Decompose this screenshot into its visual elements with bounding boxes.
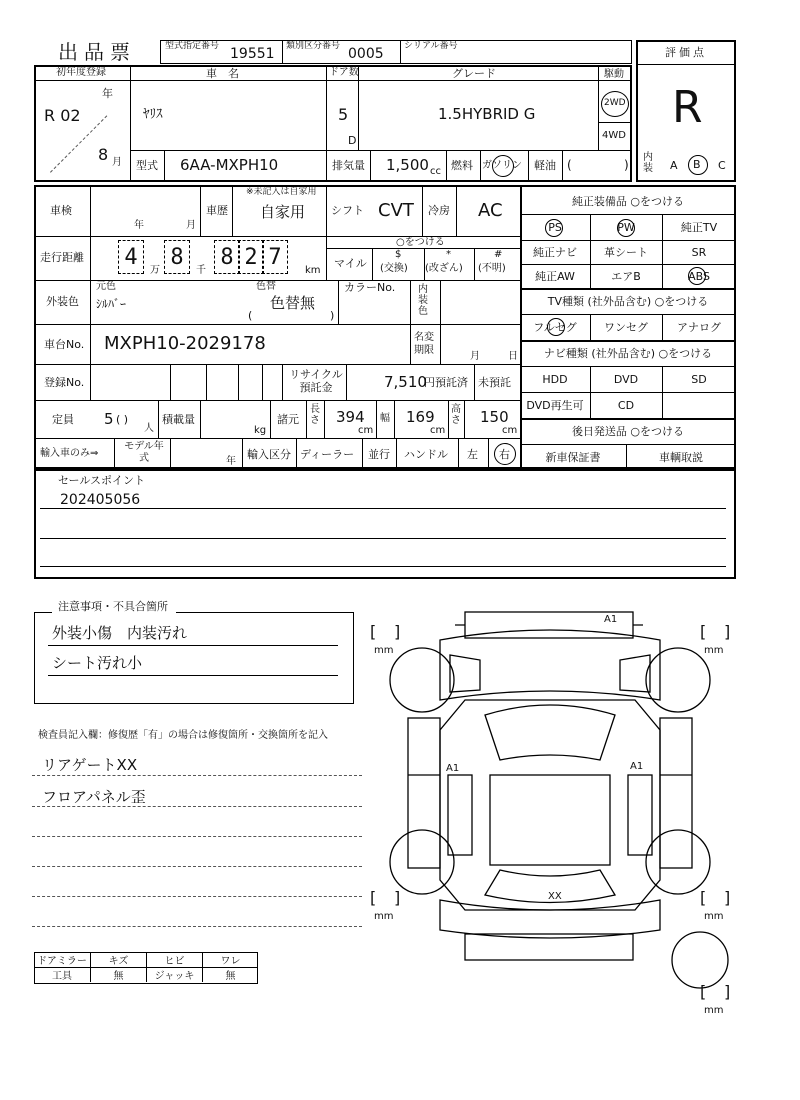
tv-title: TV種類 (社外品含む) ○をつける: [547, 295, 709, 308]
hei-unit: cm: [502, 425, 518, 436]
reg-label: 登録No.: [44, 376, 85, 389]
repaint-paren-open: (: [248, 309, 253, 322]
repaint-value: 色替無: [270, 294, 316, 312]
rating-value: R: [672, 82, 703, 133]
fuel-light: 軽油: [534, 159, 556, 172]
dealer: ディーラー: [300, 448, 355, 461]
class-value: 0005: [348, 46, 384, 62]
len-value: 394: [336, 408, 365, 426]
rear-gate: [440, 900, 660, 938]
disp-unit: cc: [430, 166, 441, 177]
left-doors: [408, 718, 440, 868]
recycle-done: 円預託済: [424, 376, 468, 389]
handle-right: 右: [499, 448, 510, 461]
bracket-open: [: [370, 622, 377, 641]
car-name-label: 車 名: [206, 67, 239, 80]
unk-label: (不明): [478, 263, 506, 274]
rear-left-wheel: [390, 830, 454, 894]
fullseg-circle: [547, 318, 565, 336]
form-title: 出品票: [58, 40, 136, 64]
meigen-month: 月: [470, 351, 480, 362]
wid-unit: cm: [430, 425, 446, 436]
type-label: 型式指定番号: [165, 41, 220, 51]
int-color-label: 内装色: [418, 284, 428, 317]
recycle-label: リサイクル預託金: [289, 368, 343, 395]
bracket-close: ]: [394, 622, 401, 641]
hei-label: 高さ: [451, 404, 461, 426]
capacity-paren: ( ): [116, 413, 129, 426]
history-label: 車歴: [206, 204, 228, 217]
serial-label: シリアル番号: [404, 41, 458, 51]
month-value: 8: [98, 145, 109, 164]
doors-value: 5: [338, 105, 349, 124]
genuine-option: 純正ナビ: [533, 246, 577, 259]
mileage-digit: 8: [164, 240, 190, 274]
alt-sym: *: [446, 249, 451, 260]
alt-label: (改ざん): [425, 263, 463, 274]
fuel-label: 燃料: [451, 159, 473, 172]
car-name-value: ﾔﾘｽ: [143, 107, 163, 122]
parts-cell: ヒビ: [146, 952, 202, 967]
drive-label: 駆動: [604, 69, 624, 80]
parts-cell: 無: [202, 967, 258, 982]
fuel-gas-circle: [492, 155, 514, 177]
tv-option: アナログ: [677, 321, 721, 334]
mileage-label: 走行距離: [40, 251, 84, 264]
model-year-unit: 年: [226, 456, 236, 467]
sales-text: 202405056: [60, 492, 141, 508]
load-label: 積載量: [162, 413, 195, 426]
body: [440, 700, 660, 910]
bracket-open: [: [700, 888, 707, 907]
genuine-option: エアB: [611, 270, 641, 283]
colorno-label: カラーNo.: [344, 281, 396, 294]
tv-option: ワンセグ: [604, 321, 648, 334]
parts-cell: 工具: [52, 971, 72, 982]
color-label: 外装色: [46, 295, 79, 308]
bracket-close: ]: [394, 888, 401, 907]
mileage-digit: 7: [262, 240, 288, 274]
abs-circle: [688, 267, 706, 285]
capacity-value: 5: [104, 410, 114, 428]
bracket-close: ]: [724, 622, 731, 641]
capacity-label: 定員: [52, 413, 74, 426]
mm-unit: mm: [374, 645, 394, 656]
mm-unit: mm: [704, 645, 724, 656]
mileage-digit: 2: [238, 240, 264, 274]
left-rocker: [448, 775, 472, 855]
later-title: 後日発送品 ○をつける: [571, 425, 685, 438]
mile-label: マイル: [334, 257, 367, 270]
notes-line-1: 外装小傷 内装汚れ: [52, 624, 188, 642]
drive-2wd: 2WD: [604, 98, 626, 108]
bracket-open: [: [700, 982, 707, 1001]
model-value: 6AA-MXPH10: [180, 156, 279, 174]
mileage-digit: 8: [214, 240, 240, 274]
check-note: ○をつける: [396, 237, 445, 248]
right-doors: [660, 718, 692, 868]
mm-unit: mm: [374, 911, 394, 922]
inspector-line-1: リアゲートXX: [42, 756, 138, 774]
repaint-paren-close: ): [330, 309, 335, 322]
capacity-unit: 人: [144, 423, 154, 434]
mileage-digit: 4: [118, 240, 144, 274]
import-label: 輸入車のみ⇒: [40, 448, 99, 459]
navi-option: DVD再生可: [526, 399, 584, 412]
genuine-option: SR: [691, 245, 707, 259]
sales-label: セールスポイント: [58, 474, 146, 487]
parts-cell: キズ: [90, 952, 146, 967]
mark-right: A1: [630, 761, 644, 772]
chassis-label: 車台No.: [44, 338, 85, 351]
bracket-close: ]: [724, 982, 731, 1001]
later-warranty: 新車保証書: [545, 450, 601, 464]
paren-close: ): [624, 158, 629, 172]
bracket-open: [: [700, 622, 707, 641]
navi-title: ナビ種類 (社外品含む) ○をつける: [543, 347, 713, 360]
mark-front: A1: [604, 614, 618, 625]
windshield: [485, 705, 615, 760]
front-right-wheel: [646, 648, 710, 712]
doors-label: ドア数: [329, 67, 359, 78]
fuel-gas: ガソリン: [482, 160, 522, 171]
parts-cell: ドアミラー: [37, 956, 87, 967]
disp-label: 排気量: [332, 159, 365, 172]
meigen-day: 日: [508, 351, 518, 362]
wid-value: 169: [406, 408, 435, 426]
genuine-option: PW: [617, 220, 635, 234]
paren-open: (: [567, 158, 572, 172]
ac-label: 冷房: [428, 204, 450, 217]
exch-label: (交換): [380, 263, 408, 274]
load-kg: kg: [254, 425, 267, 436]
parts-cell: ワレ: [202, 952, 258, 967]
first-reg-label: 初年度登録: [56, 67, 106, 78]
bracket-close: ]: [724, 888, 731, 907]
roof: [490, 775, 610, 865]
mm-unit: mm: [704, 911, 724, 922]
spare-tire: [672, 932, 728, 988]
genuine-option: 純正TV: [680, 221, 718, 234]
navi-option: HDD: [542, 372, 568, 386]
repaint-label: 色替: [256, 281, 276, 292]
navi-option: DVD: [613, 372, 639, 386]
ps-circle: [545, 219, 563, 237]
recycle-not: 未預託: [478, 376, 511, 389]
right-rocker: [628, 775, 652, 855]
bracket-open: [: [370, 888, 377, 907]
pw-circle: [617, 219, 635, 237]
man-unit: 万: [150, 265, 160, 276]
genuine-option: 純正AW: [535, 270, 575, 283]
shift-value: CVT: [378, 200, 414, 221]
sen-unit: 千: [196, 265, 206, 276]
inspector-line-2: フロアパネル歪: [42, 788, 146, 806]
import-class-label: 輸入区分: [247, 448, 291, 461]
navi-option: SD: [691, 372, 707, 386]
notes-line-2: シート汚れ小: [52, 654, 143, 672]
interior-label: 内装: [643, 152, 653, 174]
model-year-label: モデル年式: [124, 441, 164, 464]
interior-a: A: [670, 159, 678, 172]
disp-value: 1,500: [386, 156, 429, 174]
car-diagram: [360, 600, 740, 1020]
mark-rear: XX: [548, 891, 562, 902]
inspector-label: 検査員記入欄：修復歴「有」の場合は修復箇所・交換箇所を記入: [38, 730, 328, 741]
orig-color-label: 元色: [96, 281, 116, 292]
parallel: 並行: [368, 448, 390, 461]
month-unit: 月: [112, 157, 122, 168]
drive-4wd: 4WD: [602, 130, 626, 141]
model-label: 型式: [136, 159, 158, 172]
grade-label: グレード: [452, 67, 496, 80]
hei-value: 150: [480, 408, 509, 426]
type-value: 19551: [230, 46, 275, 62]
genuine-option: ABS: [688, 269, 710, 283]
history-value: 自家用: [260, 203, 306, 221]
len-label: 長さ: [310, 404, 320, 426]
handle-label: ハンドル: [404, 448, 448, 461]
unk-sym: #: [494, 249, 503, 260]
genuine-option: PS: [548, 220, 562, 234]
later-manual: 車輌取説: [659, 450, 703, 464]
hood: [440, 630, 660, 700]
km-unit: km: [305, 265, 321, 276]
wid-label: 幅: [380, 413, 390, 424]
rating-label: 評価点: [665, 46, 707, 59]
year-prefix: R 02: [44, 106, 81, 125]
doors-sub: D: [348, 134, 357, 147]
tv-option: フルセグ: [533, 321, 577, 334]
interior-b: B: [693, 158, 701, 171]
parts-cell: ジャッキ: [146, 967, 202, 982]
len-unit: cm: [358, 425, 374, 436]
meigen-label: 名変期限: [414, 332, 434, 356]
mark-left: A1: [446, 763, 460, 774]
shift-label: シフト: [331, 204, 364, 217]
orig-color-value: ｼﾙﾊﾞｰ: [96, 297, 127, 311]
dim-label: 諸元: [277, 413, 299, 426]
history-note: ※未記入は自家用: [246, 187, 317, 197]
navi-option: CD: [617, 398, 635, 412]
ac-value: AC: [478, 200, 503, 221]
interior-c: C: [718, 159, 726, 172]
front-left-wheel: [390, 648, 454, 712]
chassis-value: MXPH10-2029178: [104, 333, 266, 354]
year-unit: 年: [102, 87, 113, 100]
parts-cell: 無: [90, 967, 146, 982]
notes-label: 注意事項・不具合箇所: [58, 600, 168, 613]
shaken-label: 車検: [50, 204, 72, 217]
grade-value: 1.5HYBRID G: [438, 105, 536, 123]
exch-sym: $: [395, 249, 402, 260]
class-label: 類別区分番号: [286, 41, 341, 51]
rear-right-wheel: [646, 830, 710, 894]
shaken-year: 年: [134, 220, 144, 231]
genuine-title: 純正装備品 ○をつける: [571, 195, 685, 208]
shaken-month: 月: [186, 220, 196, 231]
mm-unit: mm: [704, 1005, 724, 1016]
handle-left: 左: [467, 448, 478, 461]
recycle-value: 7,510: [384, 373, 427, 391]
genuine-option: 革シート: [604, 246, 648, 259]
